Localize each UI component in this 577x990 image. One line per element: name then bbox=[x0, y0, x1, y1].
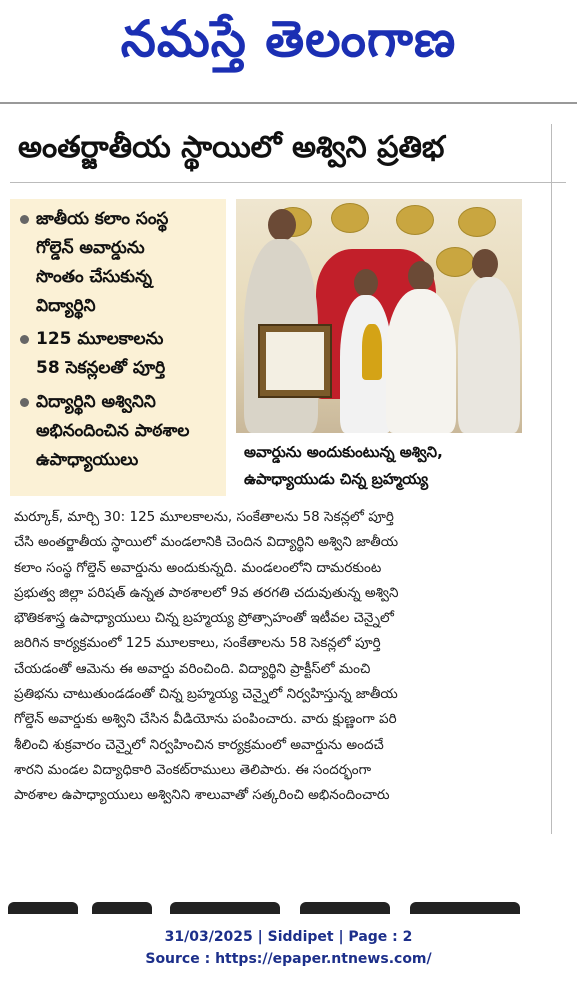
masthead-divider bbox=[0, 102, 577, 104]
award-badge bbox=[396, 205, 434, 235]
next-article-fragment bbox=[0, 898, 577, 916]
person-head bbox=[354, 269, 378, 297]
award-badge bbox=[436, 247, 474, 277]
highlight-item: 125 మూలకాలను 58 సెకన్లలతో పూర్తి bbox=[20, 325, 165, 383]
newspaper-masthead bbox=[0, 0, 577, 100]
award-badge bbox=[331, 203, 369, 233]
footer-date-edition: 31/03/2025 | Siddipet | Page : 2 bbox=[164, 929, 413, 945]
person-head bbox=[268, 209, 296, 241]
photo-caption: అవార్డును అందుకుంటున్న అశ్విని, ఉపాధ్యాయుడు చిన్న బ్రహ్మయ్య bbox=[244, 443, 443, 488]
article-headline: అంతర్జాతీయ స్థాయిలో అశ్విని ప్రతిభ bbox=[18, 130, 445, 165]
bullet-icon bbox=[20, 398, 29, 407]
bullet-icon bbox=[20, 335, 29, 344]
award-badge bbox=[458, 207, 496, 237]
highlights-box bbox=[10, 199, 226, 496]
column-divider bbox=[551, 124, 552, 834]
award-photo bbox=[236, 199, 522, 433]
headline-divider bbox=[10, 182, 566, 183]
bullet-icon bbox=[20, 215, 29, 224]
source-footer bbox=[0, 926, 577, 970]
highlight-item: విద్యార్థిని అశ్వినిని అభినందించిన పాఠశాల ఉపాధ్యాయులు bbox=[20, 388, 189, 475]
man-right bbox=[458, 277, 520, 433]
trophy-icon bbox=[362, 324, 382, 380]
article-body: మర్కూక్, మార్చి 30: 125 మూలకాలను, సంకేతాలను 58 సెకన్లలో పూర్తి చేసి అంతర్జాతీయ స్థాయిలో మండలానికి చెందిన విద్యార్థిని అశ్విని జాతీయ కలాం సంస్థ గోల్డెన్ అవార్డును అందుకున్నది. మండలంలోని దామరకుంట ప్రభుత్వ జిల్లా పరిషత్ ఉన్నత పాఠశాలలో 9వ తరగతి చదువుతున్న అశ్విని భౌతికశాస్త్ర ఉపాధ్యాయులు చిన్న బ్రహ్మయ్య ప్రోత్సాహంతో ఇటీవల చెన్నైలో జరిగిన కార్యక్రమంలో 125 మూలకాలు, సంకేతాలను 58 సెకన్లలో పూర్తి చేయడంతో ఆమెను ఈ అవార్డు వరించింది. విద్యార్థిని ప్రాక్టీస్‌లో మంచి ప్రతిభను చాటుతుండడంతో చిన్న బ్రహ్మయ్య చెన్నైలో నిర్వహిస్తున్న జాతీయ గోల్డెన్ అవార్డుకు అశ్విని చేసిన వీడియోను పంపించారు. వారు క్షుణ్ణంగా పరి శీలించి శుక్రవారం చెన్నైలో నిర్వహించిన కార్యక్రమంలో అవార్డును అందచే శారని మండల విద్యాధికారి వెంకట్‌రాములు తెలిపారు. ఈ సందర్భంగా పాఠశాల ఉపాధ్యాయులు అశ్వినిని శాలువాతో సత్కరించి అభినందించారు bbox=[14, 509, 399, 804]
person-head bbox=[408, 261, 434, 291]
highlight-item: జాతీయ కలాం సంస్థ గోల్డెన్ అవార్డును సొంతం చేసుకున్న విద్యార్థిని bbox=[20, 205, 168, 321]
person-head bbox=[472, 249, 498, 279]
man-center bbox=[386, 289, 456, 433]
footer-source-link[interactable]: Source : https://epaper.ntnews.com/ bbox=[145, 951, 432, 967]
certificate-frame bbox=[258, 324, 332, 398]
masthead-title: నమస్తే తెలంగాణ bbox=[120, 10, 457, 68]
article-clipping bbox=[10, 112, 566, 837]
